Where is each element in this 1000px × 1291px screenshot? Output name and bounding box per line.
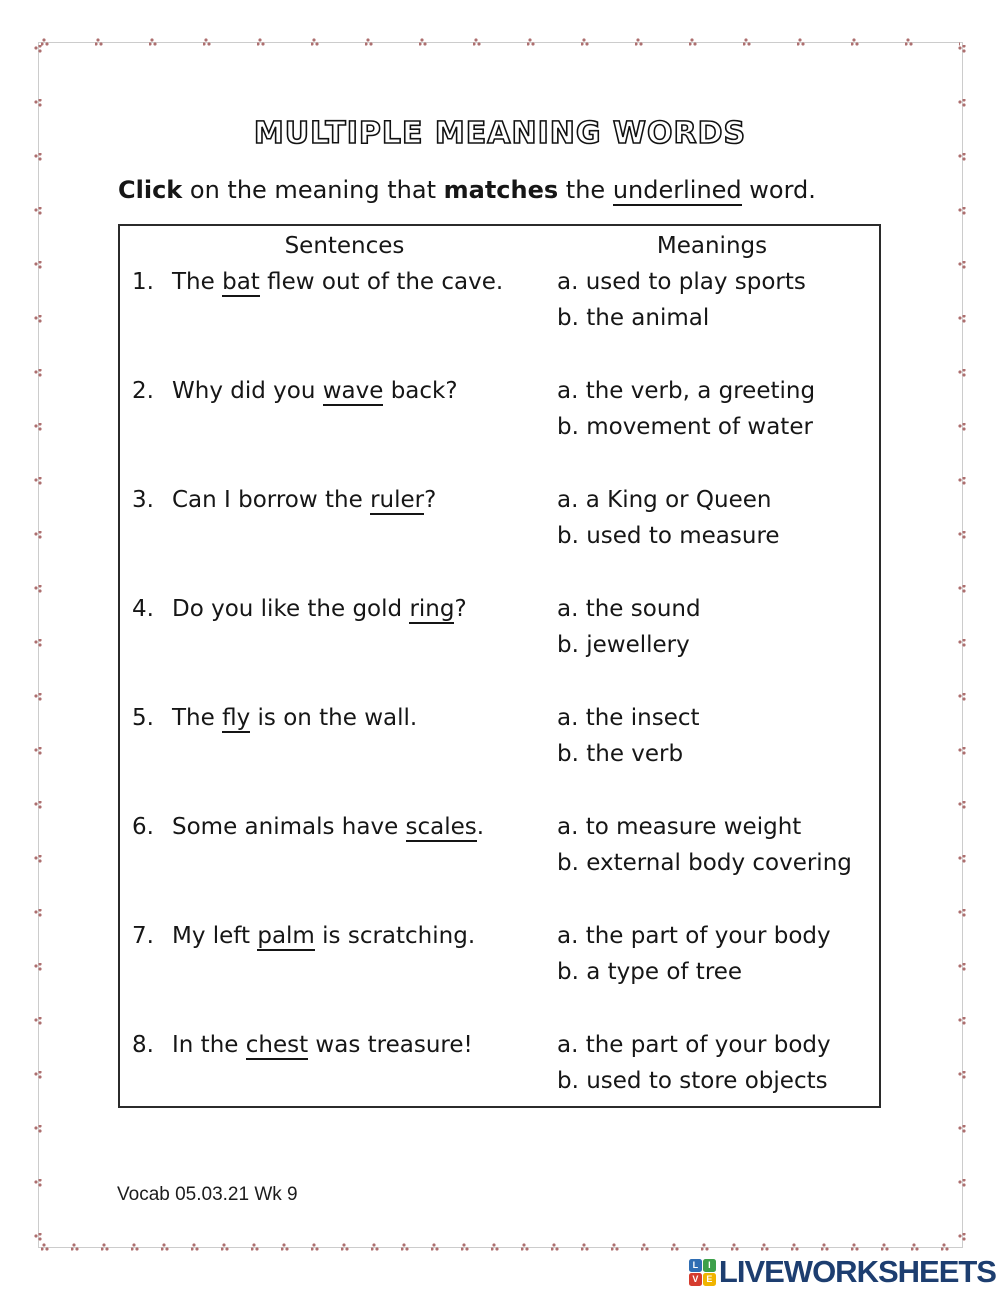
sentence-text — [172, 482, 436, 554]
meaning-option-a[interactable]: a. to measure weight — [557, 814, 802, 840]
meaning-option-a[interactable]: a. a King or Queen — [557, 487, 772, 513]
worksheet-table — [118, 224, 881, 1108]
sentence-post: back? — [383, 378, 458, 404]
sentence-pre: Do you like the gold — [172, 596, 410, 622]
worksheet-row — [132, 264, 867, 336]
liveworksheets-logo-squares — [689, 1259, 716, 1286]
liveworksheets-logo-text: LIVEWORKSHEETS — [718, 1254, 996, 1289]
sentence-underlined-word: bat — [222, 269, 260, 295]
logo-square-e: E — [703, 1273, 716, 1286]
meaning-option-b[interactable]: b. movement of water — [557, 414, 813, 440]
meaning-option-b[interactable]: b. the animal — [557, 305, 710, 331]
sentence-cell — [132, 1027, 557, 1099]
instruction-part: word. — [741, 176, 816, 204]
instruction-underlined-word: underlined — [612, 176, 742, 204]
meaning-option-b[interactable]: b. the verb — [557, 741, 684, 767]
sentence-underlined-word: ring — [409, 596, 455, 622]
sentence-number: 2. — [132, 378, 154, 404]
sentence-text — [172, 1027, 473, 1099]
sentence-number: 1. — [132, 269, 154, 295]
sentence-text — [172, 591, 467, 663]
liveworksheets-logo[interactable] — [689, 1254, 996, 1290]
sentence-underlined-word: scales — [405, 814, 477, 840]
meaning-option-a[interactable]: a. the sound — [557, 596, 701, 622]
sentence-cell — [132, 700, 557, 772]
sentence-pre: My left — [172, 923, 258, 949]
worksheet-row — [132, 591, 867, 663]
meaning-option-b[interactable]: b. external body covering — [557, 850, 852, 876]
sentence-underlined-word: wave — [322, 378, 384, 404]
sentence-post: flew out of the cave. — [259, 269, 504, 295]
sentence-post: is scratching. — [314, 923, 476, 949]
sentence-text — [172, 918, 475, 990]
sentence-cell — [132, 918, 557, 990]
sentence-number: 6. — [132, 814, 154, 840]
sentence-cell — [132, 373, 557, 445]
meaning-option-a[interactable]: a. the part of your body — [557, 923, 831, 949]
worksheet-row — [132, 373, 867, 445]
sentence-text — [172, 809, 484, 881]
sentence-cell — [132, 264, 557, 336]
instruction-part: the — [558, 176, 613, 204]
sentence-pre: The — [172, 705, 223, 731]
sentence-underlined-word: palm — [257, 923, 315, 949]
sentence-number: 7. — [132, 923, 154, 949]
sentence-pre: Can I borrow the — [172, 487, 371, 513]
sentence-number: 8. — [132, 1032, 154, 1058]
footer-note: Vocab 05.03.21 Wk 9 — [117, 1184, 298, 1205]
instruction-click-word: Click — [118, 176, 183, 204]
column-header-meanings: Meanings — [656, 233, 768, 259]
column-header-sentences: Sentences — [284, 233, 405, 259]
sentence-pre: In the — [172, 1032, 246, 1058]
sentence-text — [172, 373, 458, 445]
sentence-text — [172, 700, 417, 772]
meaning-option-b[interactable]: b. jewellery — [557, 632, 690, 658]
sentence-pre: Some animals have — [172, 814, 406, 840]
sentence-text — [172, 264, 503, 336]
meaning-option-a[interactable]: a. used to play sports — [557, 269, 806, 295]
page-title: MULTIPLE MEANING WORDS — [253, 116, 747, 151]
worksheet-row — [132, 482, 867, 554]
sentence-post: was treasure! — [308, 1032, 473, 1058]
sentence-cell — [132, 809, 557, 881]
meaning-option-a[interactable]: a. the verb, a greeting — [557, 378, 816, 404]
sentence-post: ? — [424, 487, 437, 513]
meanings-cell — [557, 482, 867, 554]
border-dots-left — [34, 45, 43, 1245]
meanings-cell — [557, 264, 867, 336]
meaning-option-b[interactable]: b. used to store objects — [557, 1068, 828, 1094]
meaning-option-a[interactable]: a. the part of your body — [557, 1032, 831, 1058]
sentence-underlined-word: chest — [245, 1032, 309, 1058]
meanings-cell — [557, 700, 867, 772]
sentence-number: 5. — [132, 705, 154, 731]
sentence-post: . — [476, 814, 485, 840]
border-dots-top — [41, 38, 960, 47]
meanings-cell — [557, 591, 867, 663]
instruction-text — [118, 174, 908, 206]
sentence-post: is on the wall. — [250, 705, 418, 731]
sentence-number: 3. — [132, 487, 154, 513]
sentence-underlined-word: ruler — [370, 487, 425, 513]
sentence-cell — [132, 482, 557, 554]
logo-square-v: V — [689, 1273, 702, 1286]
meanings-cell — [557, 373, 867, 445]
logo-square-i: I — [703, 1259, 716, 1272]
worksheet-row — [132, 1027, 867, 1099]
sentence-cell — [132, 591, 557, 663]
sentence-post: ? — [454, 596, 467, 622]
logo-square-l: L — [689, 1259, 702, 1272]
sentence-pre: Why did you — [172, 378, 323, 404]
border-dots-right — [958, 45, 967, 1245]
worksheet-row — [132, 700, 867, 772]
sentence-pre: The — [172, 269, 223, 295]
sentence-underlined-word: fly — [222, 705, 251, 731]
meanings-cell — [557, 1027, 867, 1099]
border-dots-bottom — [41, 1243, 960, 1252]
meaning-option-b[interactable]: b. a type of tree — [557, 959, 743, 985]
meanings-cell — [557, 918, 867, 990]
meaning-option-b[interactable]: b. used to measure — [557, 523, 780, 549]
sentence-number: 4. — [132, 596, 154, 622]
worksheet-row — [132, 809, 867, 881]
instruction-matches-word: matches — [443, 176, 559, 204]
table-header-row — [132, 228, 867, 264]
table-rows — [132, 264, 867, 1099]
worksheet-row — [132, 918, 867, 990]
instruction-part: on the meaning that — [182, 176, 444, 204]
meanings-cell — [557, 809, 867, 881]
meaning-option-a[interactable]: a. the insect — [557, 705, 700, 731]
